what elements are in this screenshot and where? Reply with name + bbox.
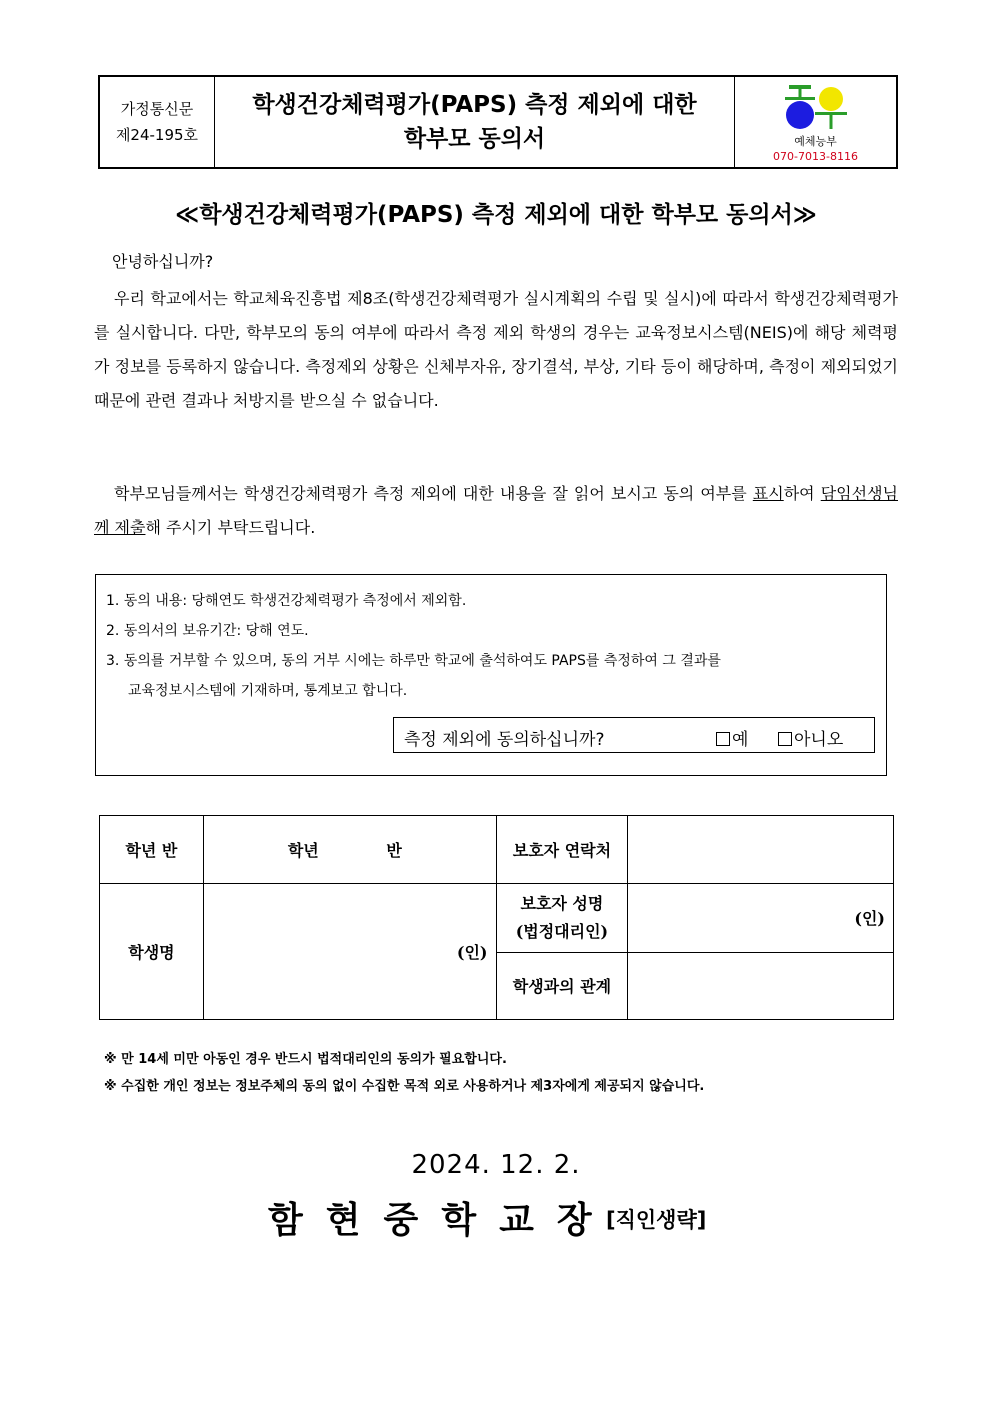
- department: 예체능부: [794, 135, 837, 148]
- greeting: 안녕하십니까?: [112, 252, 214, 271]
- header-title: [215, 77, 735, 167]
- intro-paragraph: 우리 학교에서는 학교체육진흥법 제8조(학생건강체력평가 실시계획의 수립 및 실시)에 따라서 학생건강체력평가를 실시합니다. 다만, 학부모의 동의 여부에 따라서 측정 제외 학생의 경우는 교육정보시스템(NEIS)에 해당 체력평가 정보를 등록하지 않습니다. 측정제외 상황은 신체부자유, 장기결석, 부상, 기타 등이 해당하며, 측정이 제외되었기 때문에 관련 결과나 처방지를 받으실 수 없습니다.: [94, 289, 898, 410]
- issue-date: 2024. 12. 2.: [411, 1150, 581, 1180]
- main-title: ≪학생건강체력평가(PAPS) 측정 제외에 대한 학부모 동의서≫: [175, 202, 817, 228]
- grade-class-label: 학년 반: [100, 816, 204, 884]
- principal-name: 함현중학교장: [268, 1199, 615, 1241]
- consent-item-3-cont: 교육정보시스템에 기재하며, 통계보고 합니다.: [128, 683, 408, 699]
- consent-no-option[interactable]: [778, 725, 843, 750]
- note-1: ※ 만 14세 미만 아동인 경우 반드시 법적대리인의 동의가 필요합니다.: [104, 1052, 507, 1067]
- yes-label: 예: [732, 730, 749, 750]
- consent-box: [95, 574, 887, 776]
- guardian-name-label: [496, 884, 628, 952]
- consent-item-2: 2. 동의서의 보유기간: 당해 연도.: [106, 623, 309, 639]
- student-name-field[interactable]: [203, 884, 496, 1020]
- yes-checkbox[interactable]: [716, 732, 730, 746]
- guardian-name-label-2: (법정대리인): [515, 921, 609, 941]
- request-text-1: 학부모님들께서는 학생건강체력평가 측정 제외에 대한 내용을 잘 읽어 보시고 동의 여부를: [114, 484, 753, 503]
- consent-item-3: 3. 동의를 거부할 수 있으며, 동의 거부 시에는 하루만 학교에 출석하여도 PAPS를 측정하여 그 결과를: [106, 653, 721, 669]
- relation-field[interactable]: [628, 952, 894, 1019]
- guardian-seal: (인): [854, 909, 885, 929]
- grade-class-field[interactable]: [203, 816, 496, 884]
- guardian-name-label-1: 보호자 성명: [520, 893, 604, 913]
- request-underline-mark: 표시: [752, 484, 784, 503]
- grade-label: 학년: [287, 841, 319, 861]
- student-name-label: 학생명: [100, 884, 204, 1020]
- no-checkbox[interactable]: [778, 732, 792, 746]
- class-label: 반: [386, 841, 402, 861]
- header-title-line1: 학생건강체력평가(PAPS) 측정 제외에 대한: [252, 92, 697, 118]
- guardian-contact-label: 보호자 연락처: [496, 816, 628, 884]
- consent-item-1: 1. 동의 내용: 당해연도 학생건강체력평가 측정에서 제외함.: [106, 593, 467, 609]
- seal-omitted-note: [직인생략]: [606, 1208, 707, 1232]
- header-title-line2: 학부모 동의서: [403, 126, 546, 152]
- no-label: 아니오: [794, 730, 844, 750]
- header-box: [98, 75, 898, 169]
- doc-number: 제24-195호: [115, 126, 199, 144]
- header-contact: [735, 77, 896, 167]
- consent-question: 측정 제외에 동의하십니까?: [404, 730, 605, 750]
- doc-type: 가정통신문: [120, 100, 194, 118]
- school-logo-icon: [783, 83, 849, 131]
- consent-question-box: [393, 717, 875, 753]
- request-text-2: 하여: [783, 484, 821, 503]
- student-info-table: [99, 815, 894, 1020]
- request-underline-submit: 담임선생님께 제출: [94, 484, 898, 537]
- guardian-contact-field[interactable]: [628, 816, 894, 884]
- relation-label: 학생과의 관계: [496, 952, 628, 1019]
- consent-yes-option[interactable]: [716, 725, 748, 750]
- phone-number: 070-7013-8116: [773, 150, 858, 163]
- request-paragraph: [94, 477, 898, 545]
- doc-info: [100, 77, 215, 167]
- student-seal: (인): [456, 943, 488, 963]
- note-2: ※ 수집한 개인 정보는 정보주체의 동의 없이 수집한 목적 외로 사용하거나 제3자에게 제공되지 않습니다.: [104, 1079, 705, 1094]
- guardian-name-field[interactable]: [628, 884, 894, 952]
- request-text-3: 해 주시기 부탁드립니다.: [145, 518, 316, 537]
